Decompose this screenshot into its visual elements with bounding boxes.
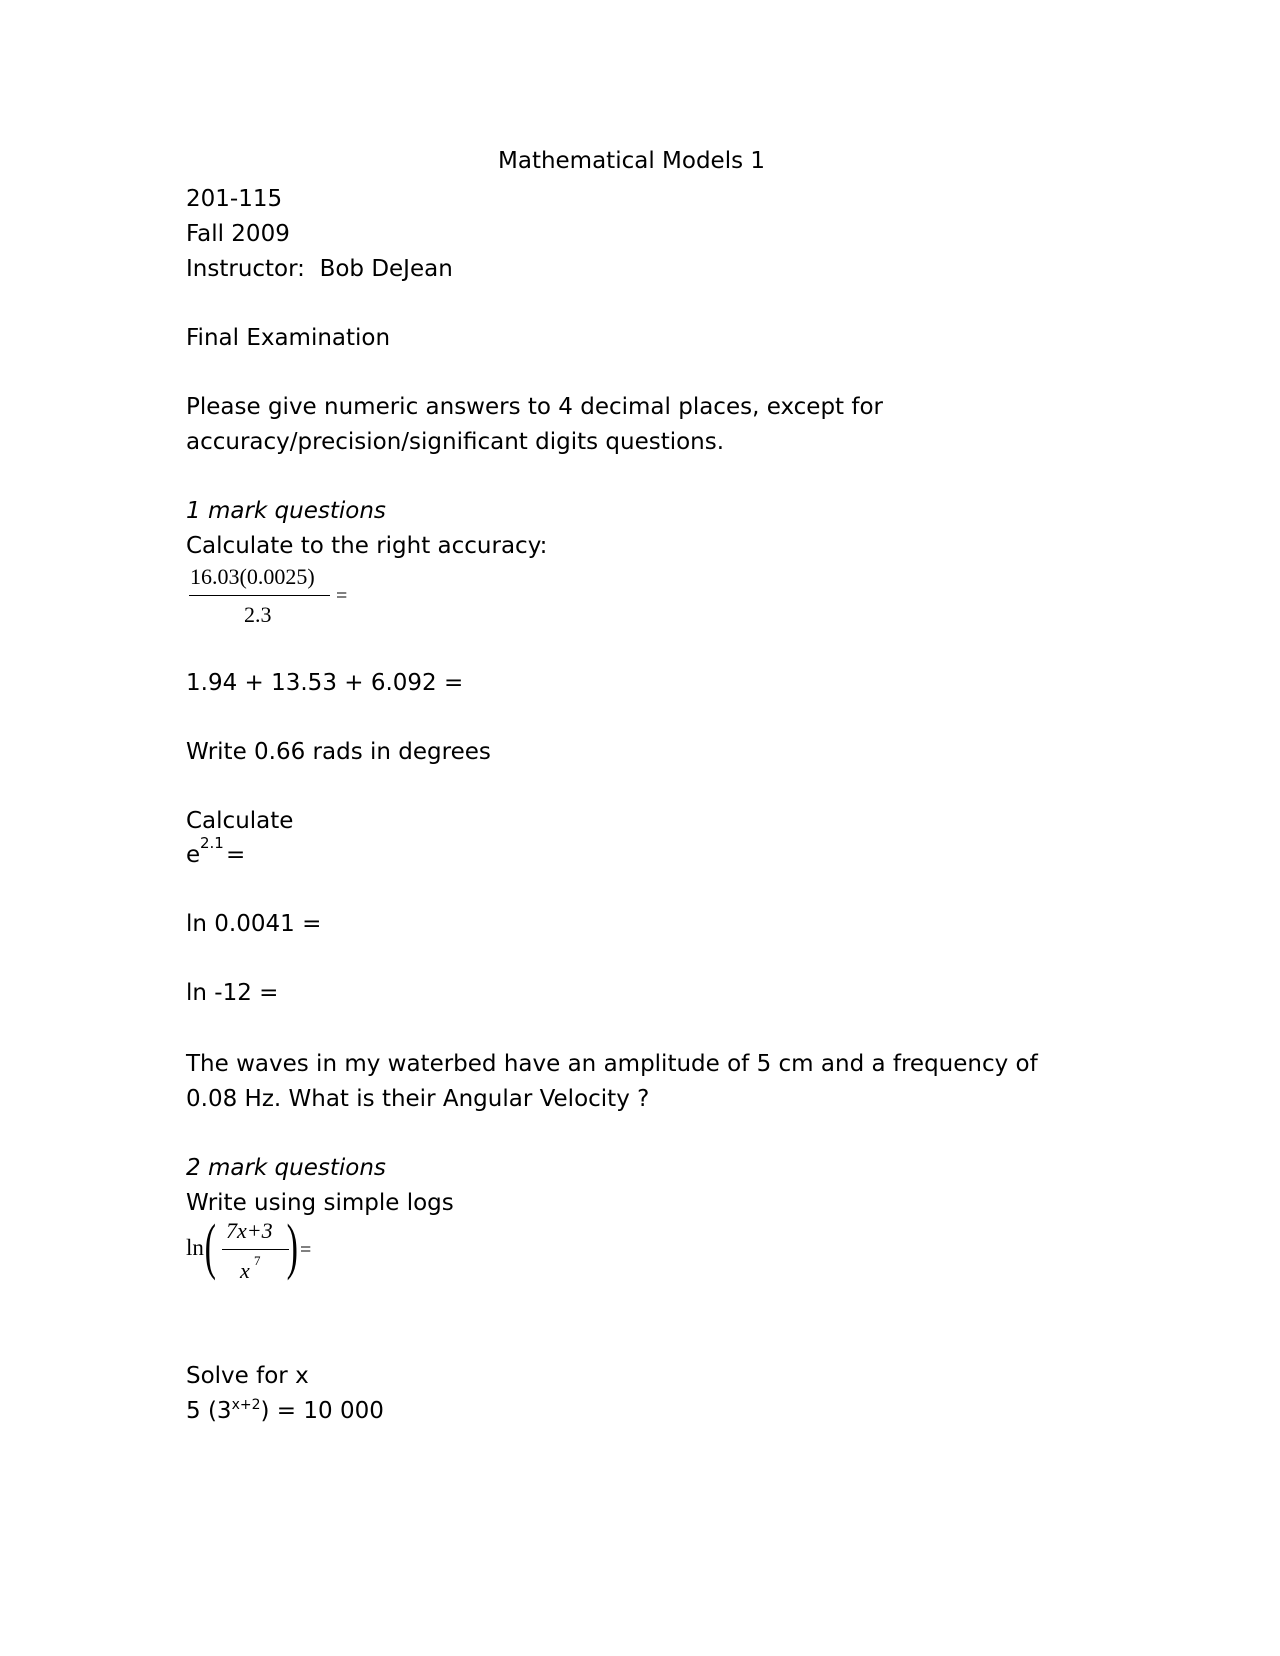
- exam-heading: Mathematical Models 1: [498, 148, 766, 174]
- q7-line-1: The waves in my waterbed have an amplitude of 5 cm and a frequency of: [186, 1051, 1038, 1077]
- q4-equals: =: [226, 842, 246, 868]
- s2-q2-rhs: ) = 10 000: [260, 1398, 384, 1424]
- q3-text: Write 0.66 rads in degrees: [186, 739, 491, 765]
- instructions-line-2: accuracy/precision/significant digits questions.: [186, 429, 725, 455]
- q1-equals: =: [336, 585, 348, 607]
- q6-expression: ln -12 =: [186, 980, 279, 1006]
- s2-q2-equation: [186, 1397, 384, 1424]
- instructor-label: Instructor:: [186, 256, 305, 282]
- s2-q1-right-paren: ): [286, 1213, 299, 1281]
- s2-q2-lhs: 5 (3: [186, 1398, 232, 1424]
- s2-q1-left-paren: (: [204, 1213, 217, 1281]
- section-heading-2-mark: 2 mark questions: [186, 1155, 386, 1181]
- q2-expression: 1.94 + 13.53 + 6.092 =: [186, 670, 464, 696]
- q4-base: e: [186, 842, 201, 868]
- s2-q1-prompt: Write using simple logs: [186, 1190, 454, 1216]
- term: Fall 2009: [186, 221, 290, 247]
- s2-q2-prompt: Solve for x: [186, 1363, 309, 1389]
- instructions-line-1: Please give numeric answers to 4 decimal places, except for: [186, 394, 884, 420]
- q4-prompt: Calculate: [186, 808, 294, 834]
- s2-q1-fraction-bar: [222, 1249, 289, 1250]
- s2-q1-ln: ln: [186, 1235, 204, 1260]
- s2-q1-numerator: 7x+3: [226, 1218, 273, 1243]
- q1-denominator: 2.3: [244, 602, 272, 627]
- q1-fraction-bar: [189, 595, 330, 596]
- s2-q2-exponent: x+2: [231, 1397, 261, 1413]
- instructor-line: [186, 258, 453, 281]
- q4-exponent: 2.1: [200, 834, 224, 852]
- course-code: 201-115: [186, 186, 283, 212]
- section-heading-1-mark: 1 mark questions: [186, 498, 386, 524]
- q7-line-2: 0.08 Hz. What is their Angular Velocity ?: [186, 1086, 650, 1112]
- s2-q1-den-base: x: [240, 1258, 250, 1283]
- q1-prompt: Calculate to the right accuracy:: [186, 533, 548, 559]
- q1-numerator: 16.03(0.0025): [190, 564, 315, 589]
- s2-q1-den-exponent: 7: [254, 1253, 261, 1268]
- instructor-name: Bob DeJean: [319, 256, 453, 282]
- q5-expression: ln 0.0041 =: [186, 911, 322, 937]
- exam-title: Final Examination: [186, 325, 391, 351]
- s2-q1-equals: =: [300, 1239, 312, 1261]
